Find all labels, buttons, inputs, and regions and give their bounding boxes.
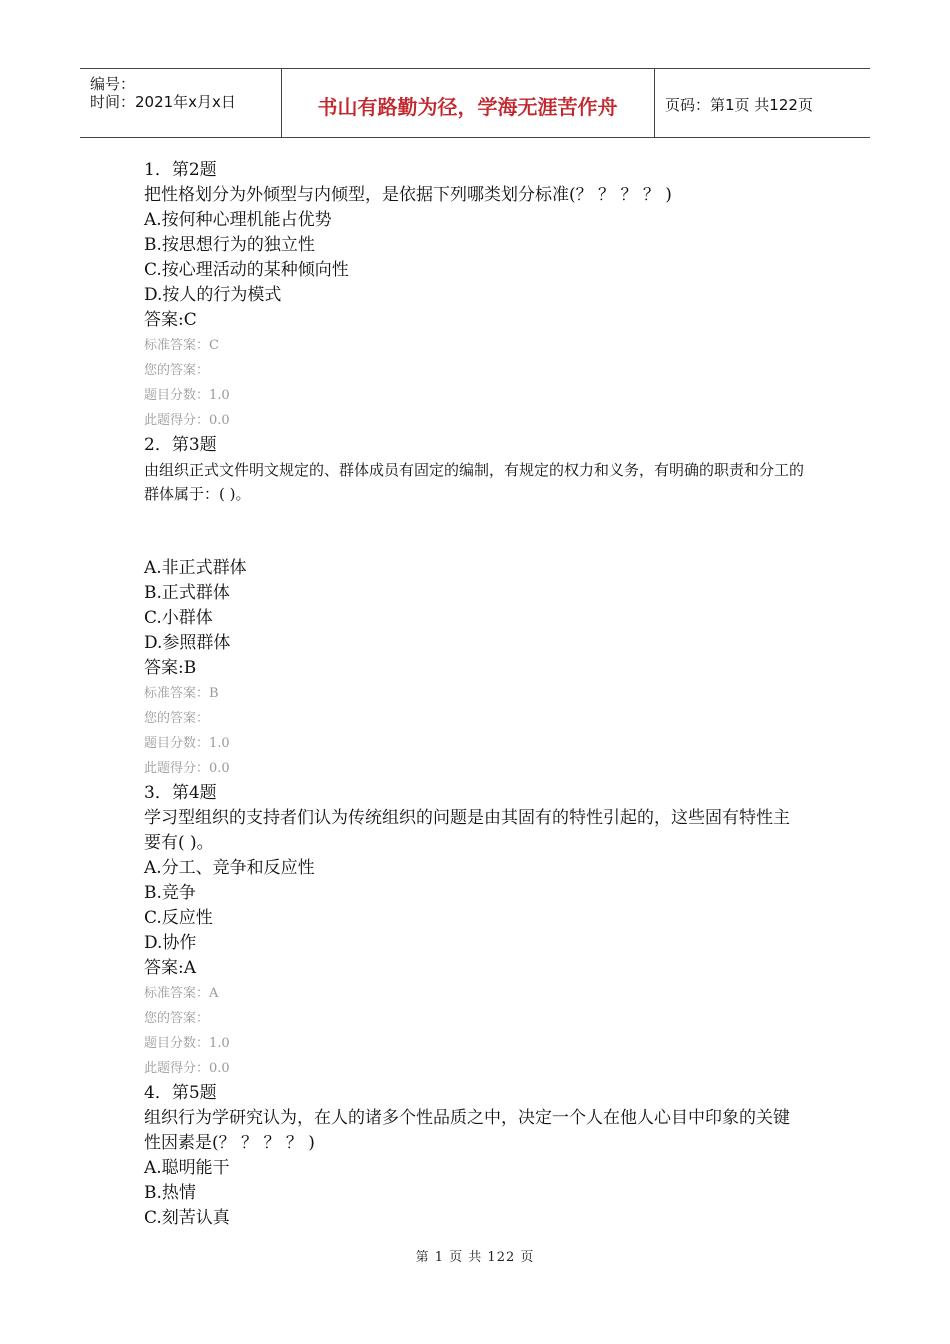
option-a: A.按何种心理机能占优势 [144,210,332,230]
option-a: A.分工、竞争和反应性 [144,858,315,878]
option-a: A.聪明能干 [144,1158,230,1178]
spacer [144,506,804,556]
question-list [144,158,804,1231]
option-c: C.小群体 [144,608,213,628]
option-b: B.热情 [144,1183,196,1203]
option-b: B.按思想行为的独立性 [144,235,315,255]
page-number-label: 页码：第1页 共122页 [665,96,813,114]
question-score: 题目分数：1.0 [144,736,230,751]
question-item [144,1081,804,1231]
question-title: 3．第4题 [144,783,217,803]
question-score: 题目分数：1.0 [144,1036,230,1051]
answer: 答案:C [144,310,197,330]
question-score: 题目分数：1.0 [144,388,230,403]
header-motto: 书山有路勤为径，学海无涯苦作舟 [317,95,618,119]
answer: 答案:B [144,658,197,678]
obtained-score: 此题得分：0.0 [144,761,230,776]
standard-answer: 标准答案：B [144,686,219,701]
question-title: 4．第5题 [144,1083,217,1103]
question-title: 1．第2题 [144,160,217,180]
header-center-cell [281,69,655,137]
question-stem: 学习型组织的支持者们认为传统组织的问题是由其固有的特性引起的，这些固有特性主要有( )。 [144,808,790,853]
option-b: B.正式群体 [144,583,230,603]
question-stem: 把性格划分为外倾型与内倾型，是依据下列哪类划分标准(？ ？ ？ ？ ) [144,185,672,205]
question-item [144,433,804,781]
your-answer: 您的答案： [144,1011,210,1026]
serial-number-label: 编号： [90,75,136,93]
page-header [80,68,870,138]
question-stem: 由组织正式文件明文规定的、群体成员有固定的编制，有规定的权力和义务，有明确的职责和分工的群体属于：( )。 [144,461,805,503]
question-stem: 组织行为学研究认为，在人的诸多个性品质之中，决定一个人在他人心目中印象的关键性因素是(？ ？ ？ ？ ) [144,1108,790,1153]
answer: 答案:A [144,958,197,978]
obtained-score: 此题得分：0.0 [144,1061,230,1076]
header-left-cell [80,69,282,137]
option-d: D.参照群体 [144,633,231,653]
option-c: C.刻苦认真 [144,1208,230,1228]
option-a: A.非正式群体 [144,558,247,578]
question-item [144,158,804,433]
option-d: D.协作 [144,933,197,953]
option-c: C.按心理活动的某种倾向性 [144,260,349,280]
page-footer: 第 1 页 共 122 页 [415,1250,535,1265]
header-right-cell [655,69,870,137]
standard-answer: 标准答案：C [144,338,219,353]
obtained-score: 此题得分：0.0 [144,413,230,428]
standard-answer: 标准答案：A [144,986,219,1001]
question-title: 2．第3题 [144,435,217,455]
option-c: C.反应性 [144,908,213,928]
option-d: D.按人的行为模式 [144,285,282,305]
option-b: B.竞争 [144,883,196,903]
your-answer: 您的答案： [144,363,210,378]
date-label: 时间：2021年x月x日 [90,93,236,111]
question-item [144,781,804,1081]
your-answer: 您的答案： [144,711,210,726]
